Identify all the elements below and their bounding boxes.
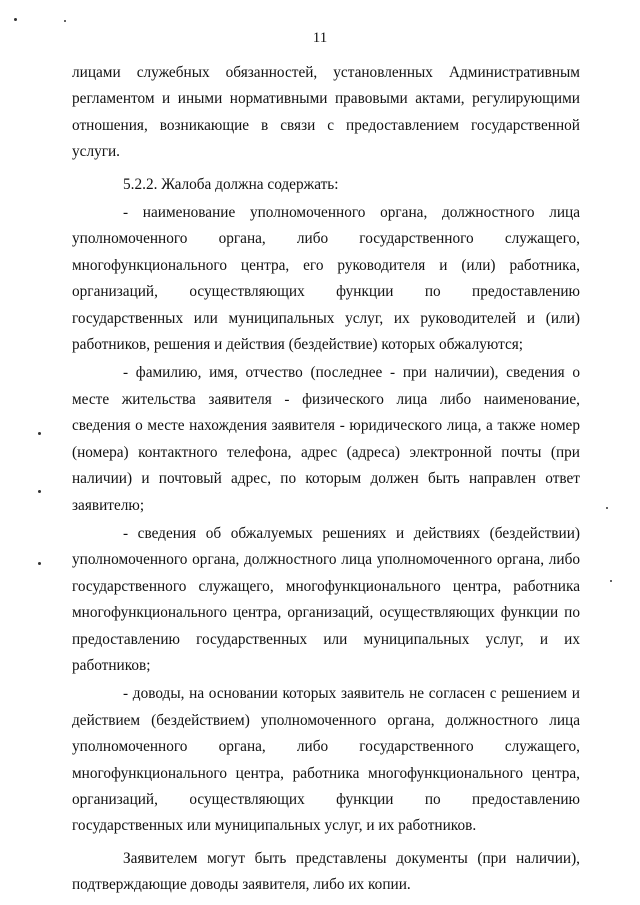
scan-speck: [38, 432, 41, 435]
paragraph-continuation: лицами служебных обязанностей, установленных Административным регламентом и иными нормативными правовыми актами, регулирующими отношения, возникающие в связи с предоставлением государственной услуги.: [72, 64, 580, 161]
page-number: 11: [312, 30, 328, 46]
scan-speck: [38, 490, 41, 493]
paragraph-closing: Заявителем могут быть представлены документы (при наличии), подтверждающие доводы заявителя, либо их копии.: [72, 849, 580, 894]
scan-speck: [610, 580, 612, 582]
paragraph-list-item: - доводы, на основании которых заявитель не согласен с решением и действием (бездействием) уполномоченного органа, должностного лица уполномоченного органа, либо государственного служащего, многофункционального центра, работника многофункционального центра, организаций, осуществляющих функции по предоставлению государственных или муниципальных услуг, и их работников.: [72, 685, 580, 835]
paragraph-section-heading: 5.2.2. Жалоба должна содержать:: [123, 175, 339, 193]
scan-speck: [38, 562, 41, 565]
document-body: [72, 60, 580, 899]
paragraph-list-item: - наименование уполномоченного органа, должностного лица уполномоченного органа, либо государственного служащего, многофункционального центра, его руководителя и (или) работника, организаций, осуществляющих функции по предоставлению государственных или муниципальных услуг, их руководителей и (или) работников, решения и действия (бездействие) которых обжалуются;: [72, 204, 580, 354]
scan-speck: [64, 20, 66, 22]
paragraph-list-item: - фамилию, имя, отчество (последнее - при наличии), сведения о месте жительства заявителя - физического лица либо наименование, сведения о месте нахождения заявителя - юридического лица, а также номер (номера) контактного телефона, адрес (адреса) электронной почты (при наличии) и почтовый адрес, по которым должен быть направлен ответ заявителю;: [72, 364, 580, 514]
scan-speck: [14, 18, 17, 21]
paragraph-list-item: - сведения об обжалуемых решениях и действиях (бездействии) уполномоченного органа, должностного лица уполномоченного органа, либо государственного служащего, многофункционального центра, работника многофункционального центра, организаций, осуществляющих функции по предоставлению государственных или муниципальных услуг, и их работников;: [72, 524, 580, 674]
scan-speck: [606, 507, 608, 509]
